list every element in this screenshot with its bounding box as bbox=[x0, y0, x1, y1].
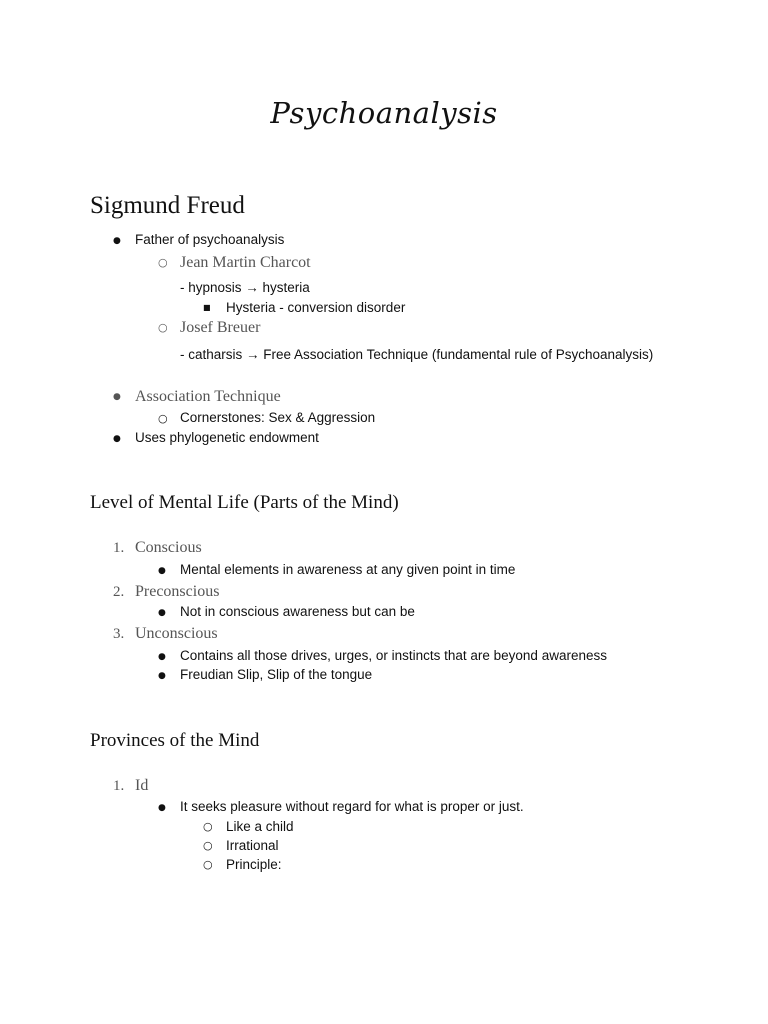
list-number: 3. bbox=[113, 626, 125, 642]
disc-bullet-icon: ● bbox=[158, 803, 166, 813]
circle-bullet-icon: ○ bbox=[158, 256, 168, 269]
disc-bullet-icon: ● bbox=[158, 671, 166, 681]
section-heading-levels: Level of Mental Life (Parts of the Mind) bbox=[90, 492, 399, 513]
disc-bullet-icon: ● bbox=[113, 392, 121, 402]
list-item-unconscious: Unconscious bbox=[135, 625, 218, 642]
list-item-charcot: Jean Martin Charcot bbox=[180, 254, 311, 271]
circle-bullet-icon: ○ bbox=[203, 858, 213, 871]
disc-bullet-icon: ● bbox=[113, 434, 121, 444]
square-bullet-icon: ■ bbox=[203, 303, 211, 312]
list-item-preconscious: Preconscious bbox=[135, 583, 220, 600]
disc-bullet-icon: ● bbox=[158, 608, 166, 618]
list-item-id-note: It seeks pleasure without regard for what is proper or just. bbox=[180, 799, 524, 814]
disc-bullet-icon: ● bbox=[158, 652, 166, 662]
list-item-id-subnote: Like a child bbox=[226, 819, 294, 834]
disc-bullet-icon: ● bbox=[113, 236, 121, 246]
note-catharsis: - catharsis → Free Association Technique (fundamental rule of Psychoanalysis) bbox=[180, 347, 654, 362]
list-item-cornerstones: Cornerstones: Sex & Aggression bbox=[180, 410, 376, 425]
list-number: 1. bbox=[113, 778, 125, 794]
section-heading-freud: Sigmund Freud bbox=[90, 192, 245, 219]
circle-bullet-icon: ○ bbox=[203, 820, 213, 833]
list-item-preconscious-note: Not in conscious awareness but can be bbox=[180, 604, 415, 619]
list-item-association: Association Technique bbox=[135, 388, 281, 405]
list-number: 1. bbox=[113, 540, 125, 556]
list-item-unconscious-note: Contains all those drives, urges, or instincts that are beyond awareness bbox=[180, 648, 607, 663]
list-item-id: Id bbox=[135, 777, 149, 794]
circle-bullet-icon: ○ bbox=[203, 839, 213, 852]
list-item-id-subnote: Principle: bbox=[226, 857, 282, 872]
document-title: Psychoanalysis bbox=[270, 96, 498, 130]
list-item-conscious-note: Mental elements in awareness at any given point in time bbox=[180, 562, 516, 577]
circle-bullet-icon: ○ bbox=[158, 321, 168, 334]
list-item-breuer: Josef Breuer bbox=[180, 319, 261, 336]
list-item-unconscious-note: Freudian Slip, Slip of the tongue bbox=[180, 667, 373, 682]
disc-bullet-icon: ● bbox=[158, 566, 166, 576]
list-item-conscious: Conscious bbox=[135, 539, 202, 556]
section-heading-provinces: Provinces of the Mind bbox=[90, 730, 260, 751]
list-item-id-subnote: Irrational bbox=[226, 838, 279, 853]
circle-bullet-icon: ○ bbox=[158, 412, 168, 425]
list-item-hysteria: Hysteria - conversion disorder bbox=[226, 300, 406, 315]
list-number: 2. bbox=[113, 584, 125, 600]
note-hypnosis: - hypnosis → hysteria bbox=[180, 280, 310, 295]
list-item-phylogenetic: Uses phylogenetic endowment bbox=[135, 430, 319, 445]
list-item-father: Father of psychoanalysis bbox=[135, 232, 285, 247]
